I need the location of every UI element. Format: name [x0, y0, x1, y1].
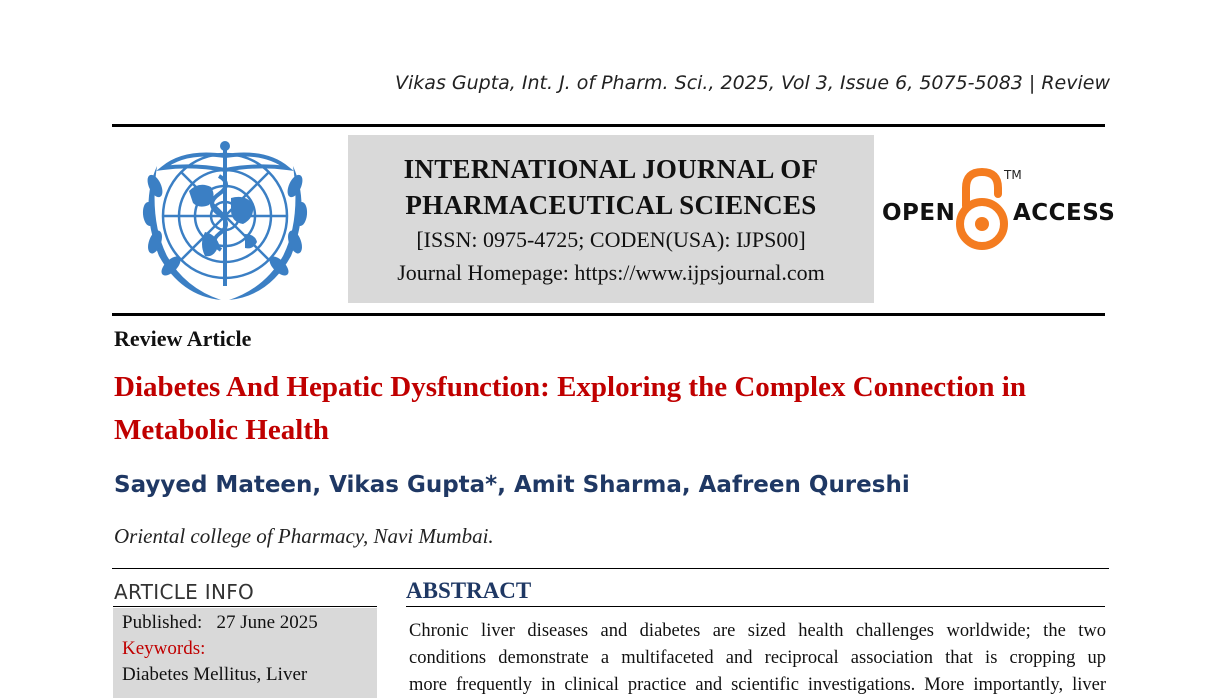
- header-rule-bottom: [112, 313, 1105, 316]
- article-info-box: [113, 608, 377, 698]
- open-lock-icon: [954, 166, 1010, 250]
- journal-homepage: Journal Homepage: https://www.ijpsjournal.com: [397, 260, 825, 285]
- article-info-rule: [113, 606, 377, 607]
- journal-name-line2: PHARMACEUTICAL SCIENCES: [405, 190, 817, 220]
- open-access-open-text: OPEN: [882, 200, 956, 226]
- un-emblem-logo: [127, 136, 323, 308]
- journal-masthead: [348, 135, 874, 303]
- keywords-list: Diabetes Mellitus, Liver: [122, 664, 308, 685]
- abstract-rule: [406, 606, 1105, 607]
- journal-issn: [ISSN: 0975-4725; CODEN(USA): IJPS00]: [416, 227, 806, 252]
- abstract-line-1: Chronic liver diseases and diabetes are sized health challenges worldwide; the two: [409, 621, 1106, 641]
- section-divider: [112, 568, 1109, 569]
- author-affiliation: Oriental college of Pharmacy, Navi Mumbai.: [114, 524, 494, 548]
- article-title: Diabetes And Hepatic Dysfunction: Exploring the Complex Connection in Metabolic Health: [114, 371, 1026, 446]
- published-label: Published:: [122, 612, 203, 633]
- abstract-body: [409, 618, 1106, 699]
- running-citation: Vikas Gupta, Int. J. of Pharm. Sci., 2025, Vol 3, Issue 6, 5075-5083 | Review: [395, 72, 1110, 94]
- keywords-label: Keywords:: [122, 638, 206, 659]
- abstract-heading: ABSTRACT: [406, 578, 532, 603]
- open-access-access-text: ACCESS: [1013, 200, 1116, 226]
- article-authors: Sayyed Mateen, Vikas Gupta*, Amit Sharma, Aafreen Qureshi: [114, 472, 910, 498]
- abstract-line-3: more frequently in clinical practice and scientific investigations. More importantly, liver: [409, 675, 1106, 695]
- journal-name-line1: INTERNATIONAL JOURNAL OF: [403, 154, 819, 184]
- header-rule-top: [112, 124, 1105, 127]
- abstract-line-2: conditions demonstrate a multifaceted and reciprocal association that is cropping up: [409, 648, 1106, 668]
- trademark-mark: TM: [1004, 168, 1022, 182]
- published-date: 27 June 2025: [216, 612, 318, 633]
- open-access-logo: [880, 160, 1116, 255]
- article-type: Review Article: [114, 326, 252, 351]
- article-info-heading: ARTICLE INFO: [114, 580, 255, 604]
